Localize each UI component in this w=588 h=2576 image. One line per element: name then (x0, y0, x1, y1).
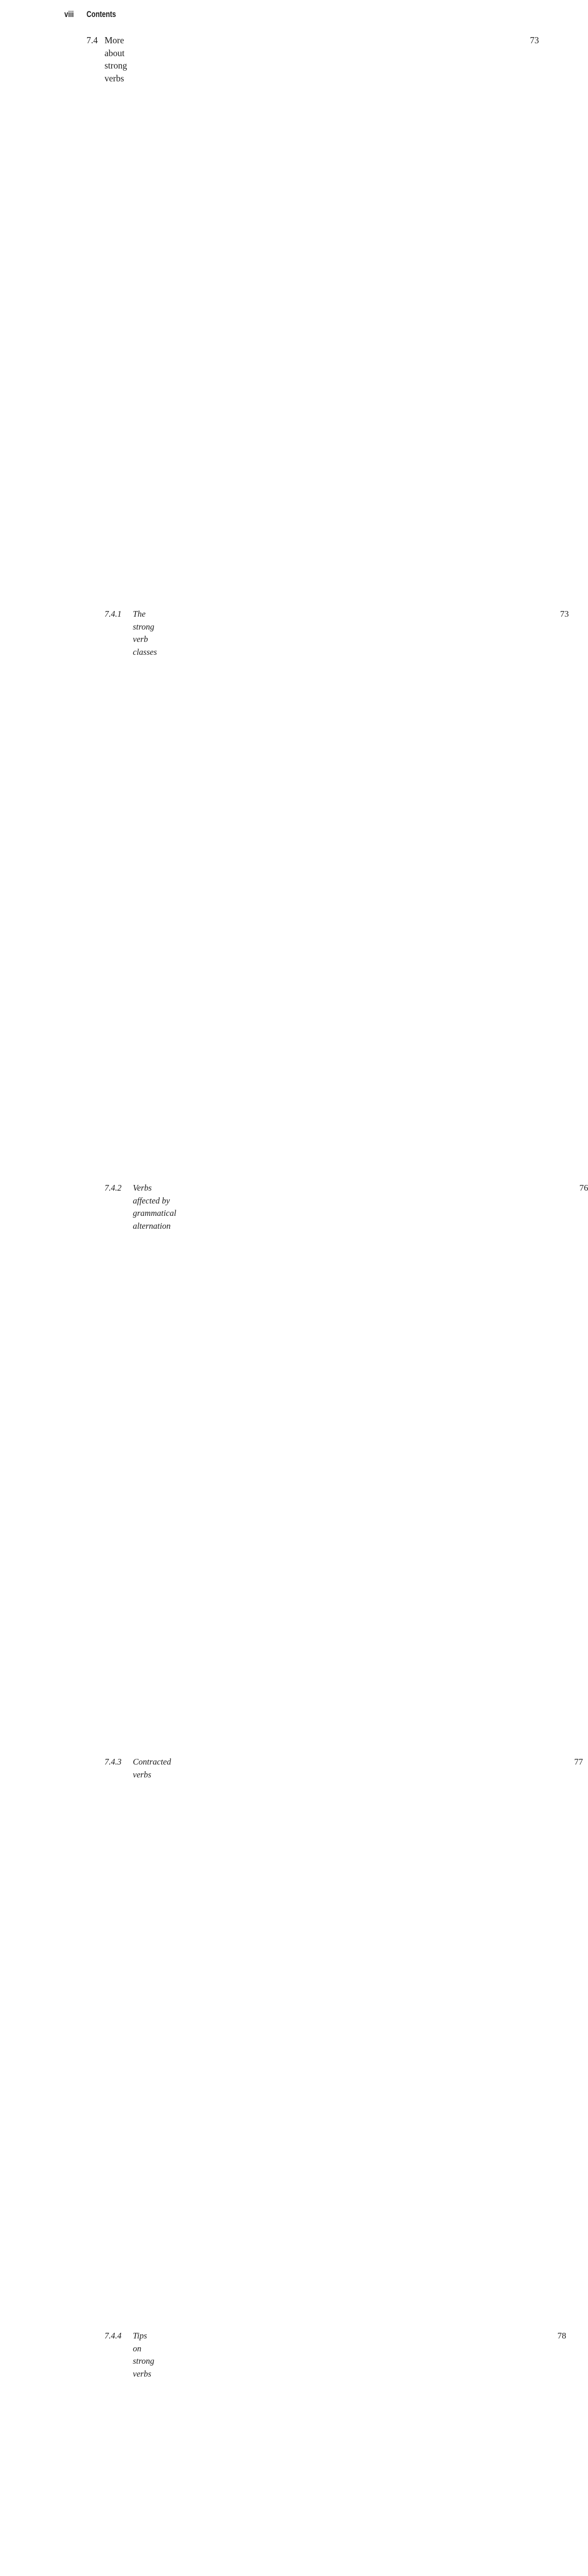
toc-entry-number: 7.4.2 (105, 1183, 122, 1193)
toc-entry-page: 77 (171, 1756, 583, 2330)
toc-entry-page: 73 (127, 34, 539, 608)
page-folio: viii (64, 10, 74, 19)
toc-entry-title: Verbs affected by grammatical alternation (133, 1183, 177, 1231)
toc-entry-title: Contracted verbs (133, 1757, 171, 1780)
toc-entry-7-4-3 (0, 1756, 583, 2330)
toc-entry-page: 78 (154, 2330, 566, 2576)
toc-entry-page: 76 (176, 1182, 588, 1756)
toc-entry-number: 7.4.1 (105, 609, 122, 619)
toc-entry-title: The strong verb classes (133, 609, 157, 657)
toc-entry-page: 73 (157, 608, 569, 1182)
running-head-title: Contents (87, 10, 116, 19)
toc-entry-number: 7.4.4 (105, 2331, 122, 2341)
running-head (64, 9, 369, 20)
toc-entry-title: Tips on strong verbs (133, 2331, 154, 2379)
toc-entry-title: More about strong verbs (105, 35, 127, 83)
toc-entry-number: 7.4.3 (105, 1757, 122, 1767)
toc-entry-7-4-4 (0, 2330, 566, 2576)
table-of-contents (0, 34, 588, 2576)
toc-entry-7-4-2 (0, 1182, 588, 1756)
toc-entry-number: 7.4 (87, 35, 98, 45)
toc-entry-7-4-1 (0, 608, 569, 1182)
toc-entry-7-4 (0, 34, 539, 608)
